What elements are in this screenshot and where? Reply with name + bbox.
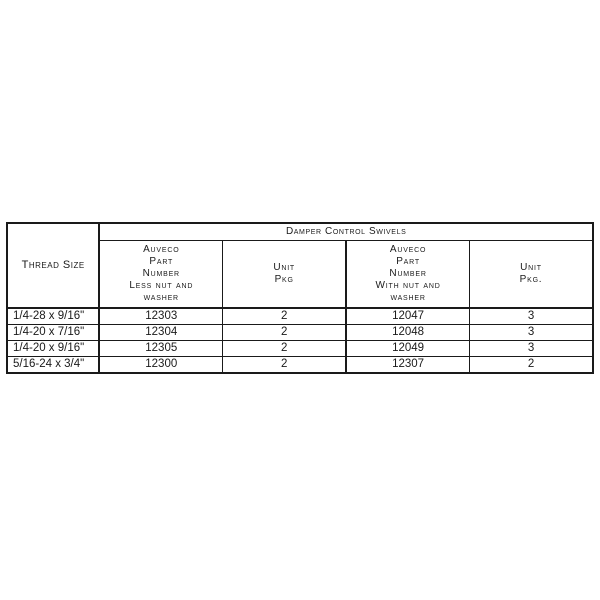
unit-pkg-less-cell: 2 — [223, 308, 346, 325]
part-number-less-cell: 12303 — [99, 308, 222, 325]
thread-size-cell: 1/4-20 x 7/16" — [7, 325, 99, 341]
part-number-less-cell: 12304 — [99, 325, 222, 341]
unit-pkg-with-header: Unit Pkg. — [470, 241, 593, 309]
unit-pkg-less-cell: 2 — [223, 357, 346, 374]
unit-pkg-with-cell: 2 — [470, 357, 593, 374]
thread-size-header: Thread Size — [7, 223, 99, 308]
table-row — [7, 308, 593, 325]
part-number-with-cell: 12307 — [346, 357, 469, 374]
thread-size-cell: 1/4-20 x 9/16" — [7, 341, 99, 357]
unit-pkg-less-cell: 2 — [223, 325, 346, 341]
group-title: Damper Control Swivels — [99, 223, 593, 241]
unit-pkg-less-header: Unit Pkg — [223, 241, 346, 309]
thread-size-cell: 5/16-24 x 3/4" — [7, 357, 99, 374]
thread-size-cell: 1/4-28 x 9/16" — [7, 308, 99, 325]
unit-pkg-with-cell: 3 — [470, 308, 593, 325]
part-number-less-cell: 12300 — [99, 357, 222, 374]
part-number-with-cell: 12049 — [346, 341, 469, 357]
part-number-with-header: Auveco Part Number With nut and washer — [346, 241, 469, 309]
table-row — [7, 357, 593, 374]
unit-pkg-with-cell: 3 — [470, 341, 593, 357]
part-number-with-cell: 12048 — [346, 325, 469, 341]
table-row — [7, 341, 593, 357]
part-number-less-cell: 12305 — [99, 341, 222, 357]
unit-pkg-with-cell: 3 — [470, 325, 593, 341]
damper-swivels-table — [6, 222, 594, 374]
table-row — [7, 325, 593, 341]
part-number-less-header: Auveco Part Number Less nut and washer — [99, 241, 222, 309]
unit-pkg-less-cell: 2 — [223, 341, 346, 357]
part-number-with-cell: 12047 — [346, 308, 469, 325]
